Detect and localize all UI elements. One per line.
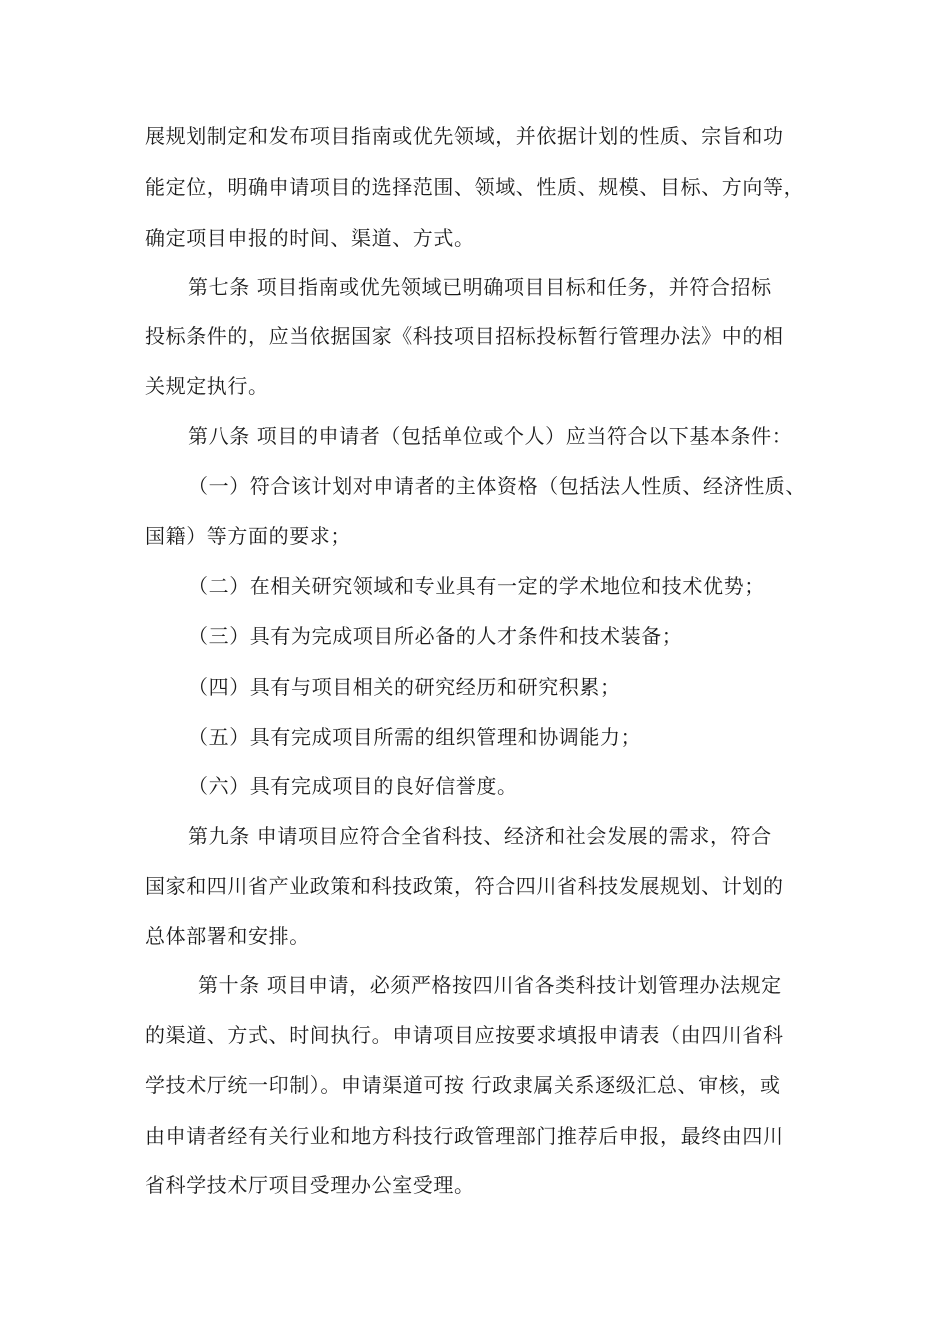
list-item-line: （五）具有完成项目所需的组织管理和协调能力； [188,725,642,749]
text-line: 的渠道、方式、时间执行。申请项目应按要求填报申请表（由四川省科 [145,1023,784,1047]
text-line: 国家和四川省产业政策和科技政策，符合四川省科技发展规划、计划的 [145,874,784,898]
text-line: 投标条件的，应当依据国家《科技项目招标投标暂行管理办法》中的相 [145,324,784,348]
list-item-line: （六）具有完成项目的良好信誉度。 [188,774,518,798]
list-item-line: （一）符合该计划对申请者的主体资格（包括法人性质、经济性质、 [188,474,806,498]
text-line: 能定位，明确申请项目的选择范围、领域、性质、规模、目标、方向等， [145,175,805,199]
list-item-line: （三）具有为完成项目所必备的人才条件和技术装备； [188,624,683,648]
article-8-line: 第八条 项目的申请者（包括单位或个人）应当符合以下基本条件： [188,424,793,448]
text-line: 总体部署和安排。 [145,924,310,948]
text-line: 展规划制定和发布项目指南或优先领域，并依据计划的性质、宗旨和功 [145,124,784,148]
text-line: 国籍）等方面的要求； [145,524,351,548]
article-10-line: 第十条 项目申请，必须严格按四川省各类科技计划管理办法规定 [198,973,782,997]
article-7-line: 第七条 项目指南或优先领域已明确项目目标和任务，并符合招标 [188,275,772,299]
text-line: 学技术厅统一印制）。申请渠道可按 行政隶属关系逐级汇总、审核，或 [145,1073,781,1097]
text-line: 省科学技术厅项目受理办公室受理。 [145,1173,475,1197]
text-line: 关规定执行。 [145,374,269,398]
list-item-line: （二）在相关研究领域和专业具有一定的学术地位和技术优势； [188,574,765,598]
article-9-line: 第九条 申请项目应符合全省科技、经济和社会发展的需求，符合 [188,824,772,848]
list-item-line: （四）具有与项目相关的研究经历和研究积累； [188,675,621,699]
text-line: 由申请者经有关行业和地方科技行政管理部门推荐后申报，最终由四川 [145,1124,784,1148]
text-line: 确定项目申报的时间、渠道、方式。 [145,226,475,250]
